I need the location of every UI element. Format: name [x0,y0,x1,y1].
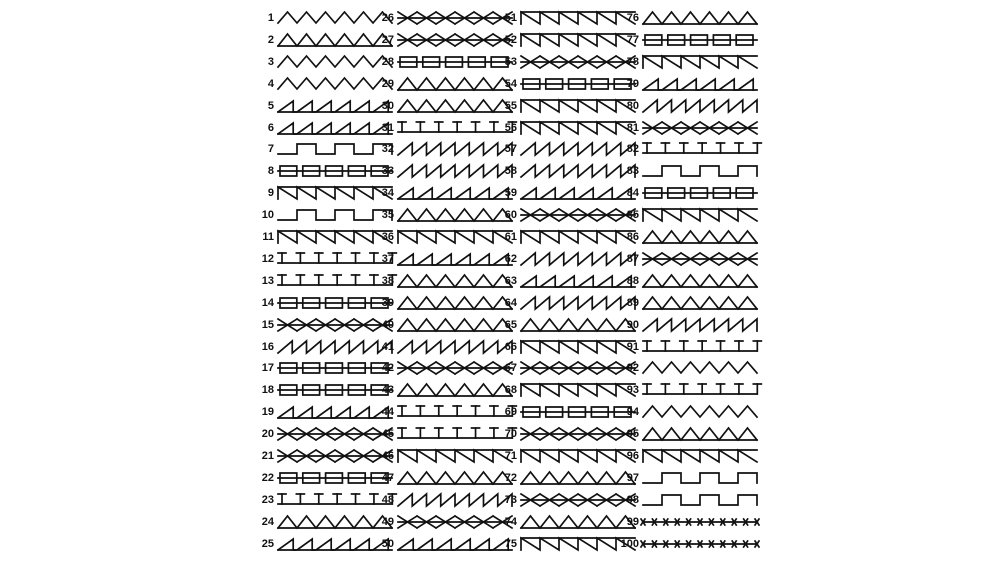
stitch-pattern-58 [521,163,635,179]
pattern-number: 27 [381,33,394,46]
stitch-pattern-30 [398,98,512,114]
stitch-pattern-83 [643,163,757,179]
stitch-pattern-79 [643,76,757,92]
stitch-pattern-61 [521,229,635,245]
pattern-number: 73 [504,493,517,506]
pattern-number: 23 [261,493,274,506]
stitch-pattern-37 [398,251,512,267]
pattern-number: 74 [504,515,517,528]
pattern-number: 55 [504,99,517,112]
stitch-stroke [398,319,512,331]
stitch-stroke [398,275,512,287]
pattern-number: 84 [626,187,639,200]
stitch-stroke [521,12,635,24]
pattern-number: 72 [504,471,517,484]
pattern-number: 87 [626,252,639,265]
pattern-number: 63 [504,274,517,287]
pattern-number: 25 [261,537,274,550]
stitch-stroke [643,428,757,440]
stitch-pattern-64 [521,295,635,311]
pattern-number: 88 [626,274,639,287]
pattern-number: 46 [381,450,394,462]
pattern-number: 91 [626,340,639,353]
stitch-pattern-84 [643,185,757,201]
stitch-stroke [278,539,388,550]
stitch-pattern-80 [643,98,757,114]
pattern-number: 44 [381,406,394,419]
stitch-stroke [398,188,508,199]
pattern-number: 26 [381,12,394,24]
stitch-stroke [521,384,635,396]
stitch-stroke [643,12,757,24]
pattern-number: 42 [381,362,394,375]
stitch-stroke [521,34,635,46]
stitch-pattern-29 [398,76,512,92]
pattern-number: 98 [626,493,639,506]
stitch-pattern-48 [398,492,512,508]
stitch-stroke [643,209,757,221]
pattern-number: 31 [381,121,394,134]
stitch-pattern-49 [398,514,512,530]
stitch-stroke [398,494,512,506]
stitch-pattern-59 [521,185,635,201]
stitch-pattern-95 [643,426,757,442]
pattern-number: 75 [504,537,517,550]
stitch-pattern-67 [521,360,635,376]
stitch-pattern-45 [398,426,512,442]
stitch-stroke [398,78,512,90]
stitch-stroke [643,450,757,462]
stitch-stroke [521,450,635,462]
stitch-pattern-81 [643,120,757,136]
pattern-number: 64 [504,296,517,309]
stitch-pattern-27 [398,32,512,48]
pattern-number: 49 [381,515,394,528]
pattern-number: 32 [381,143,394,156]
pattern-number: 92 [626,362,639,375]
pattern-number: 41 [381,340,394,353]
stitch-pattern-60 [521,207,635,223]
pattern-number: 86 [626,231,639,243]
stitch-stroke [398,297,512,309]
pattern-number: 100 [620,537,639,550]
stitch-stroke [643,473,757,483]
stitch-pattern-55 [521,98,635,114]
stitch-stroke [398,450,512,462]
pattern-number: 4 [267,77,274,90]
pattern-number: 19 [261,406,274,419]
pattern-number: 71 [504,450,517,462]
pattern-number: 61 [504,231,517,243]
pattern-number: 29 [381,77,394,90]
stitch-pattern-66 [521,339,635,355]
stitch-pattern-97 [643,470,757,486]
pattern-number: 16 [261,340,274,353]
pattern-number: 22 [261,471,274,484]
stitch-pattern-31 [398,120,512,136]
pattern-number: 34 [381,187,394,200]
pattern-number: 11 [262,231,274,243]
pattern-number: 15 [261,318,274,331]
pattern-number: 70 [504,428,517,441]
stitch-pattern-44 [398,404,512,420]
stitch-pattern-53 [521,54,635,70]
pattern-number: 8 [267,165,274,178]
pattern-number: 39 [381,296,394,309]
stitch-stroke [643,79,753,90]
stitch-pattern-72 [521,470,635,486]
stitch-pattern-92 [643,360,757,376]
pattern-number: 24 [261,515,274,528]
pattern-number: 13 [261,274,274,287]
pattern-number: 89 [626,296,639,309]
stitch-stroke [398,384,512,396]
stitch-stroke [398,165,512,177]
pattern-number: 80 [626,99,639,112]
pattern-number: 52 [504,33,517,46]
stitch-stroke [521,100,635,112]
stitch-stroke [521,165,635,177]
pattern-number: 10 [261,209,274,222]
stitch-pattern-77 [643,32,757,48]
pattern-number: 35 [381,209,394,222]
pattern-number: 12 [261,252,274,265]
stitch-pattern-94 [643,404,757,420]
pattern-number: 94 [626,406,639,419]
stitch-pattern-91 [643,339,757,355]
pattern-number: 66 [504,340,517,353]
stitch-pattern-75 [521,536,635,552]
pattern-number: 56 [504,121,517,134]
stitch-pattern-46 [398,448,512,464]
stitch-stroke [521,276,631,287]
pattern-number: 79 [626,77,639,90]
stitch-stroke [643,166,757,176]
pattern-number: 96 [626,450,639,462]
stitch-stroke [521,538,635,550]
stitch-pattern-98 [643,492,757,508]
stitch-pattern-74 [521,514,635,530]
pattern-number: 77 [626,33,639,46]
stitch-pattern-76 [643,10,757,26]
stitch-pattern-86 [643,229,757,245]
stitch-pattern-41 [398,339,512,355]
stitch-pattern-47 [398,470,512,486]
stitch-stroke [521,472,635,484]
stitch-pattern-100 [643,536,757,552]
stitch-pattern-68 [521,382,635,398]
pattern-number: 37 [381,252,394,265]
stitch-pattern-90 [643,317,757,333]
pattern-number: 38 [381,274,394,287]
stitch-pattern-35 [398,207,512,223]
stitch-stroke [278,123,388,134]
pattern-number: 57 [504,143,517,156]
stitch-pattern-57 [521,141,635,157]
pattern-number: 95 [626,428,639,441]
stitch-pattern-65 [521,317,635,333]
stitch-stroke [521,516,635,528]
pattern-number: 47 [381,471,394,484]
stitch-pattern-40 [398,317,512,333]
stitch-pattern-85 [643,207,757,223]
stitch-pattern-34 [398,185,512,201]
stitch-stroke [398,341,512,353]
stitch-pattern-26 [398,10,512,26]
stitch-pattern-56 [521,120,635,136]
stitch-pattern-73 [521,492,635,508]
stitch-pattern-96 [643,448,757,464]
stitch-pattern-54 [521,76,635,92]
stitch-pattern-50 [398,536,512,552]
pattern-number: 59 [504,187,517,200]
stitch-stroke [398,254,508,265]
stitch-stroke [521,341,635,353]
stitch-pattern-87 [643,251,757,267]
stitch-pattern-38 [398,273,512,289]
stitch-pattern-99 [643,514,757,530]
pattern-number: 99 [626,515,639,528]
stitch-pattern-78 [643,54,757,70]
pattern-number: 18 [261,384,274,397]
stitch-pattern-89 [643,295,757,311]
pattern-number: 40 [381,318,394,331]
stitch-pattern-28 [398,54,512,70]
stitch-pattern-69 [521,404,635,420]
stitch-stroke [521,188,631,199]
pattern-number: 17 [261,362,274,375]
stitch-pattern-33 [398,163,512,179]
pattern-number: 54 [504,77,517,90]
stitch-stroke [643,56,757,68]
pattern-number: 62 [504,252,517,265]
stitch-pattern-62 [521,251,635,267]
pattern-number: 3 [267,55,274,68]
stitch-pattern-36 [398,229,512,245]
stitch-pattern-52 [521,32,635,48]
pattern-number: 50 [381,537,394,550]
stitch-pattern-42 [398,360,512,376]
stitch-pattern-82 [643,141,757,157]
pattern-number: 36 [381,231,394,243]
pattern-number: 33 [381,165,394,178]
pattern-number: 83 [626,165,639,178]
pattern-number: 78 [626,55,639,68]
pattern-number: 68 [504,384,517,397]
stitch-stroke [398,143,512,155]
stitch-stroke [278,101,388,112]
stitch-pattern-88 [643,273,757,289]
pattern-number: 82 [626,143,639,156]
pattern-number: 69 [504,406,517,419]
stitch-pattern-70 [521,426,635,442]
pattern-number: 45 [381,428,394,441]
pattern-number: 85 [626,209,639,222]
stitch-pattern-39 [398,295,512,311]
pattern-number: 7 [267,143,274,156]
pattern-number: 14 [261,296,274,309]
stitch-stroke [643,231,757,243]
pattern-number: 9 [267,187,274,200]
stitch-stroke [398,472,512,484]
stitch-stroke [643,275,757,287]
pattern-number: 28 [381,55,394,68]
stitch-stroke [521,143,635,155]
pattern-number: 65 [504,318,517,331]
pattern-number: 21 [261,450,274,462]
pattern-number: 97 [626,471,639,484]
pattern-number: 67 [504,362,517,375]
pattern-number: 20 [261,428,274,441]
pattern-number: 43 [381,384,394,397]
pattern-number: 76 [626,12,639,24]
stitch-stroke [643,100,757,112]
pattern-number: 60 [504,209,517,222]
pattern-number: 53 [504,55,517,68]
stitch-stroke [521,319,635,331]
stitch-pattern-51 [521,10,635,26]
stitch-pattern-93 [643,382,757,398]
stitch-stroke [643,362,757,373]
stitch-stroke [398,231,512,243]
pattern-number: 51 [504,12,517,24]
pattern-number: 93 [626,384,639,397]
stitch-stroke [278,407,388,418]
stitch-stroke [643,495,757,505]
stitch-stroke [521,231,635,243]
pattern-number: 48 [381,493,394,506]
stitch-pattern-32 [398,141,512,157]
stitch-stroke [521,297,635,309]
pattern-number: 30 [381,99,394,112]
stitch-stroke [398,539,508,550]
stitch-stroke [398,209,512,221]
stitch-stroke [398,100,512,112]
pattern-number: 1 [267,12,274,24]
pattern-number: 2 [267,33,274,46]
pattern-number: 5 [267,99,274,112]
stitch-stroke [643,297,757,309]
pattern-number: 6 [267,121,274,134]
pattern-number: 81 [626,121,639,134]
pattern-number: 90 [626,318,639,331]
stitch-pattern-43 [398,382,512,398]
stitch-stroke [521,122,635,134]
stitch-stroke [643,319,757,331]
stitch-pattern-71 [521,448,635,464]
stitch-stroke [521,253,635,265]
stitch-stroke [643,406,757,417]
pattern-number: 58 [504,165,517,178]
stitch-pattern-63 [521,273,635,289]
